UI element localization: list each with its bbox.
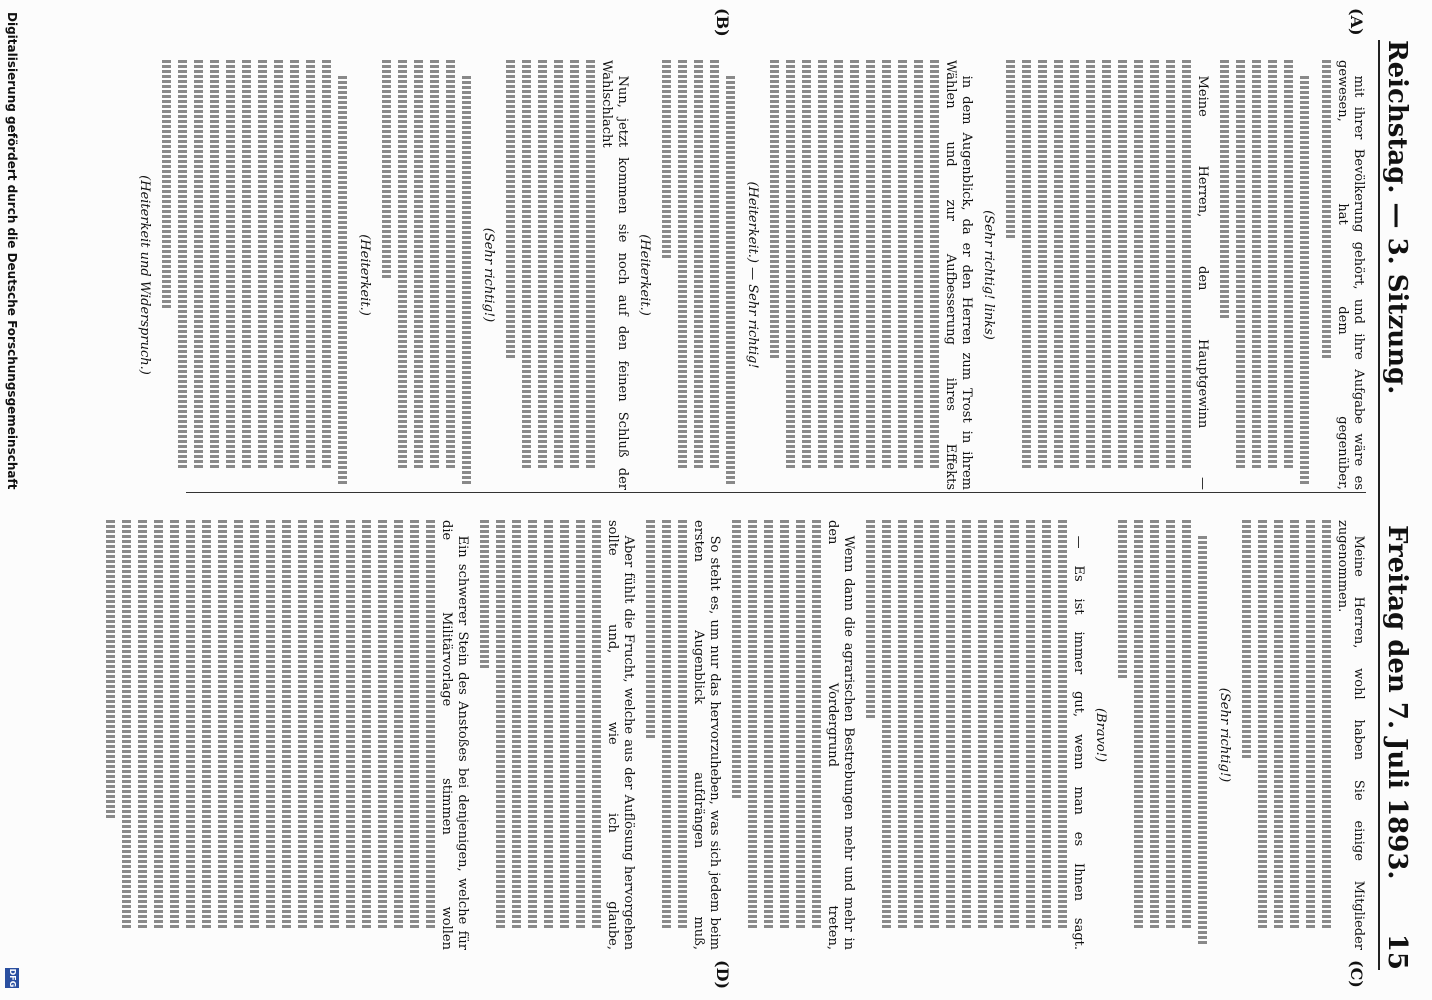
interjection: (Heiterkeit.) — Sehr richtig! bbox=[745, 181, 760, 369]
paragraph: Meine Herren, wohl haben Sie einige Mitglieder zugenommen. bbox=[1238, 520, 1366, 950]
margin-marker-b: (B) bbox=[713, 8, 732, 37]
paragraph: Wenn dann die agrarischen Bestrebungen mehr und mehr in den Vordergrund treten, bbox=[728, 520, 856, 950]
footer-funding-note: Digitalisierung gefördert durch die Deutsche Forschungsgemeinschaft bbox=[5, 12, 19, 490]
interjection: (Sehr richtig!) bbox=[481, 227, 496, 323]
header-chamber-session: Reichstag. — 3. Sitzung. bbox=[1382, 40, 1412, 395]
paragraph bbox=[1114, 520, 1210, 950]
interjection: (Heiterkeit.) bbox=[357, 234, 372, 316]
page-header bbox=[1372, 40, 1412, 970]
interjection: (Heiterkeit und Widerspruch.) bbox=[137, 175, 152, 375]
header-date-and-page bbox=[1382, 525, 1412, 970]
page-number: 15 bbox=[1382, 933, 1412, 970]
digitization-footer bbox=[0, 0, 22, 1000]
header-date: Freitag den 7. Juli 1893. bbox=[1382, 524, 1412, 880]
interjection: (Sehr richtig!) bbox=[1217, 687, 1232, 783]
margin-marker-c: (C) bbox=[1347, 960, 1366, 988]
paragraph: Nun, jetzt kommen sie noch auf den feinen Schluß der Wahlschlacht bbox=[502, 60, 630, 490]
paragraph: Ein schwerer Stein des Anstoßes bei denjenigen, welche für die Militärvorlage stimmen wollen bbox=[102, 520, 470, 950]
margin-marker-a: (A) bbox=[1347, 8, 1366, 36]
paragraph: — Es ist immer gut, wenn man es Ihnen sagt. bbox=[862, 520, 1086, 950]
interjection: (Heiterkeit.) bbox=[637, 234, 652, 316]
dfg-logo-icon: DFG bbox=[5, 968, 19, 988]
paragraph: So steht es, um nur das hervorzuheben, was sich jedem beim ersten Augenblick aufdrängen muß, bbox=[642, 520, 722, 950]
paragraph: Meine Herren, den Hauptgewinn — bbox=[1002, 60, 1210, 490]
text-column-left bbox=[137, 60, 1366, 490]
interjection: (Bravo!) bbox=[1093, 707, 1108, 763]
paragraph: in dem Augenblick, da er den Herren zum Trost in ihrem Wählen und zur Aufbesserung ihres Effekts bbox=[766, 60, 974, 490]
column-divider bbox=[186, 492, 1366, 493]
interjection: (Sehr richtig! links) bbox=[981, 210, 996, 340]
paragraph: mit ihrer Bevölkerung gehört, und ihre Aufgabe wäre es gewesen, hat dem gegenüber, bbox=[1318, 60, 1366, 490]
text-column-right bbox=[166, 520, 1366, 950]
paragraph bbox=[1216, 60, 1312, 490]
header-rule bbox=[1378, 40, 1380, 970]
paragraph: Aber fühlt die Frucht, welche aus der Auflösung hervorgehen sollte und, wie ich glaube, bbox=[476, 520, 636, 950]
paragraph bbox=[378, 60, 474, 490]
margin-marker-d: (D) bbox=[713, 960, 732, 990]
paragraph bbox=[158, 60, 350, 490]
paragraph bbox=[658, 60, 738, 490]
